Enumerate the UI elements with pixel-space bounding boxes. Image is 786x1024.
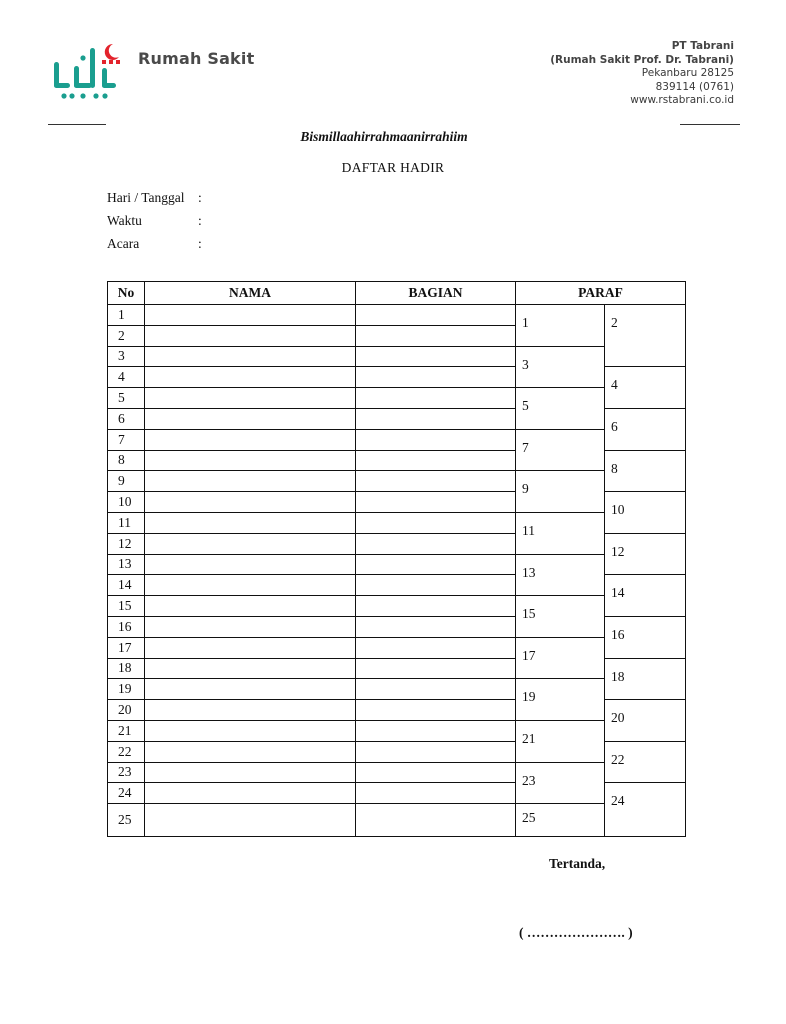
nama-cell [145,388,356,409]
table-header-row [108,282,686,305]
field-label: Acara [107,236,140,251]
nama-cell [145,596,356,617]
paraf-left-cell: 13 [516,554,605,596]
nama-cell [145,305,356,326]
attendance-table [107,281,686,837]
bagian-cell [356,554,516,575]
bagian-cell [356,575,516,596]
paraf-left-cell: 17 [516,637,605,679]
bagian-cell [356,492,516,513]
row-number: 11 [108,512,145,533]
org-line-company: PT Tabrani [671,40,734,52]
paraf-left-cell: 25 [516,804,605,837]
row-number: 9 [108,471,145,492]
table-row [108,762,686,783]
bagian-cell [356,471,516,492]
field-label: Waktu [107,213,142,228]
bagian-cell [356,429,516,450]
row-number: 25 [108,804,145,837]
nama-cell [145,804,356,837]
field-hari-tanggal [107,190,202,206]
nama-cell [145,492,356,513]
field-label: Hari / Tanggal [107,190,185,205]
row-number: 22 [108,741,145,762]
nama-cell [145,783,356,804]
paraf-left-cell: 9 [516,471,605,513]
bagian-cell [356,512,516,533]
table-row [108,512,686,533]
paraf-right-cell: 14 [605,575,686,617]
row-number: 6 [108,408,145,429]
bagian-cell [356,741,516,762]
row-number: 24 [108,783,145,804]
bagian-cell [356,783,516,804]
nama-cell [145,762,356,783]
table-row [108,804,686,837]
row-number: 21 [108,720,145,741]
row-number: 1 [108,305,145,326]
paraf-left-cell: 19 [516,679,605,721]
row-number: 8 [108,450,145,471]
bagian-cell [356,804,516,837]
row-number: 17 [108,637,145,658]
bagian-cell [356,720,516,741]
bagian-cell [356,637,516,658]
paraf-right-cell: 6 [605,408,686,450]
row-number: 3 [108,346,145,367]
table-row [108,554,686,575]
nama-cell [145,408,356,429]
paraf-left-cell: 1 [516,305,605,347]
row-number: 18 [108,658,145,679]
field-colon: : [198,236,202,251]
signature-label: Tertanda, [549,856,606,871]
row-number: 15 [108,596,145,617]
bagian-cell [356,388,516,409]
row-number: 10 [108,492,145,513]
row-number: 23 [108,762,145,783]
bagian-cell [356,700,516,721]
nama-cell [145,720,356,741]
basmala-heading: Bismillaahirrahmaanirrahiim [300,129,468,144]
bagian-cell [356,325,516,346]
table-row [108,637,686,658]
org-line-website: www.rstabrani.co.id [630,94,734,106]
paraf-right-cell: 12 [605,533,686,575]
document-title: DAFTAR HADIR [341,160,445,175]
table-row [108,388,686,409]
nama-cell [145,700,356,721]
table-row [108,720,686,741]
nama-cell [145,533,356,554]
bagian-cell [356,658,516,679]
bagian-cell [356,762,516,783]
bagian-cell [356,596,516,617]
row-number: 2 [108,325,145,346]
row-number: 13 [108,554,145,575]
nama-cell [145,429,356,450]
header-paraf: PARAF [516,282,686,305]
signature-line: ( …………………. ) [519,925,633,940]
bagian-cell [356,346,516,367]
row-number: 19 [108,679,145,700]
row-number: 4 [108,367,145,388]
paraf-left-cell: 21 [516,720,605,762]
header-divider-right [680,124,740,125]
org-line-phone: (0761) 839114 [655,80,734,93]
paraf-right-cell: 22 [605,741,686,783]
paraf-left-cell: 7 [516,429,605,471]
bagian-cell [356,679,516,700]
nama-cell [145,346,356,367]
nama-cell [145,512,356,533]
table-row [108,305,686,326]
field-colon: : [198,213,202,228]
nama-cell [145,658,356,679]
bagian-cell [356,408,516,429]
paraf-left-cell: 11 [516,512,605,554]
paraf-right-cell: 24 [605,783,686,837]
nama-cell [145,554,356,575]
org-line-hospital: (Rumah Sakit Prof. Dr. Tabrani) [550,53,734,66]
row-number: 20 [108,700,145,721]
nama-cell [145,367,356,388]
field-acara [107,236,202,252]
table-row [108,679,686,700]
paraf-right-cell: 10 [605,492,686,534]
table-row [108,346,686,367]
row-number: 14 [108,575,145,596]
nama-cell [145,616,356,637]
org-line-city: Pekanbaru 28125 [641,67,734,79]
bagian-cell [356,305,516,326]
bagian-cell [356,450,516,471]
bagian-cell [356,533,516,554]
paraf-left-cell: 5 [516,388,605,430]
row-number: 16 [108,616,145,637]
table-row [108,429,686,450]
nama-cell [145,679,356,700]
paraf-right-cell: 4 [605,367,686,409]
paraf-right-cell: 18 [605,658,686,700]
organization-info [474,40,734,108]
brand-name: Rumah Sakit [138,49,255,68]
paraf-right-cell: 16 [605,616,686,658]
header-divider-left [48,124,106,125]
bagian-cell [356,367,516,388]
field-colon: : [198,190,202,205]
row-number: 7 [108,429,145,450]
hospital-logo-icon [50,40,122,102]
paraf-right-cell: 20 [605,700,686,742]
paraf-right-cell: 8 [605,450,686,492]
paraf-right-cell: 2 [605,305,686,367]
nama-cell [145,741,356,762]
row-number: 12 [108,533,145,554]
nama-cell [145,450,356,471]
table-row [108,596,686,617]
table-row [108,471,686,492]
bagian-cell [356,616,516,637]
field-waktu [107,213,202,229]
paraf-left-cell: 3 [516,346,605,388]
nama-cell [145,471,356,492]
paraf-left-cell: 23 [516,762,605,804]
header-no: No [108,282,145,305]
header-bagian: BAGIAN [356,282,516,305]
nama-cell [145,575,356,596]
header-nama: NAMA [145,282,356,305]
row-number: 5 [108,388,145,409]
nama-cell [145,637,356,658]
paraf-left-cell: 15 [516,596,605,638]
nama-cell [145,325,356,346]
